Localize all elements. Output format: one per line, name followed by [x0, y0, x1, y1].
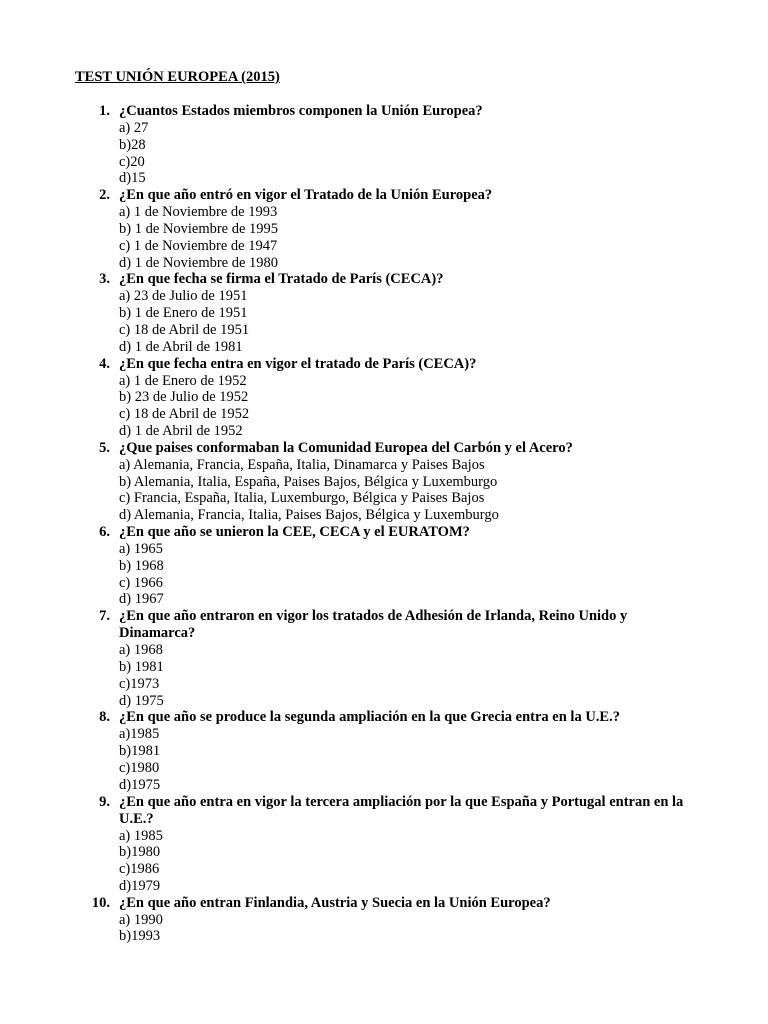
- answer-option: a) 1990: [119, 911, 163, 928]
- answer-option: c)1986: [119, 861, 160, 878]
- question-4: [0, 356, 768, 440]
- answer-options: [119, 373, 768, 440]
- question-10: [0, 895, 768, 946]
- question-number: 6.: [99, 523, 110, 540]
- answer-option: d) Alemania, Francia, Italia, Paises Bajos, Bélgica y Luxemburgo: [119, 507, 499, 524]
- answer-option: c) 1966: [119, 574, 163, 591]
- answer-option: b) 1 de Noviembre de 1995: [119, 220, 279, 237]
- answer-option: d) 1 de Noviembre de 1980: [119, 254, 279, 271]
- question-6: [0, 524, 768, 608]
- question-text: ¿Cuantos Estados miembros componen la Unión Europea?: [119, 103, 483, 119]
- question-2: [0, 187, 768, 271]
- answer-options: [119, 912, 768, 946]
- answer-options: [119, 457, 768, 524]
- question-number: 9.: [99, 793, 110, 810]
- question-number: 10.: [91, 894, 110, 911]
- answer-option: d)15: [119, 170, 146, 187]
- answer-option: d) 1 de Abril de 1981: [119, 338, 243, 355]
- answer-option: b) 23 de Julio de 1952: [119, 389, 249, 406]
- answer-option: a) Alemania, Francia, España, Italia, Dinamarca y Paises Bajos: [119, 456, 485, 473]
- answer-option: d)1975: [119, 776, 161, 793]
- answer-option: a) 1 de Enero de 1952: [119, 372, 247, 389]
- answer-option: b) 1968: [119, 557, 164, 574]
- question-number: 3.: [99, 271, 110, 288]
- answer-option: c)1973: [119, 675, 160, 692]
- answer-options: [119, 726, 768, 793]
- answer-option: a) 1965: [119, 540, 163, 557]
- answer-option: d) 1967: [119, 591, 164, 608]
- question-text: ¿En que año entró en vigor el Tratado de la Unión Europea?: [119, 187, 493, 204]
- answer-option: d)1979: [119, 877, 161, 894]
- answer-option: b)1981: [119, 743, 161, 760]
- answer-option: a) 1968: [119, 642, 163, 659]
- answer-option: c)1980: [119, 759, 160, 776]
- answer-option: c)20: [119, 153, 145, 170]
- question-number: 1.: [99, 103, 110, 119]
- question-text: ¿En que fecha se firma el Tratado de París (CECA)?: [119, 271, 444, 288]
- question-text: ¿En que año se unieron la CEE, CECA y el EURATOM?: [119, 523, 470, 540]
- answer-option: b) Alemania, Italia, España, Paises Bajos, Bélgica y Luxemburgo: [119, 473, 498, 490]
- question-7: [0, 608, 768, 709]
- question-9: [0, 794, 768, 895]
- answer-option: b)28: [119, 136, 146, 153]
- question-text: ¿En que año entraron en vigor los tratados de Adhesión de Irlanda, Reino Unido y Dinamarca?: [119, 608, 628, 642]
- question-number: 2.: [99, 187, 110, 204]
- question-number: 7.: [99, 608, 110, 625]
- question-number: 8.: [99, 709, 110, 726]
- answer-option: c) 18 de Abril de 1951: [119, 321, 250, 338]
- answer-option: a)1985: [119, 726, 160, 743]
- answer-option: c) 1 de Noviembre de 1947: [119, 237, 278, 254]
- answer-options: [119, 288, 768, 355]
- answer-option: b) 1981: [119, 658, 164, 675]
- answer-option: d) 1 de Abril de 1952: [119, 422, 243, 439]
- question-text: ¿En que año se produce la segunda ampliación en la que Grecia entra en la U.E.?: [119, 709, 620, 726]
- answer-option: a) 23 de Julio de 1951: [119, 288, 248, 305]
- answer-options: [119, 828, 768, 895]
- question-text: ¿En que año entra en vigor la tercera ampliación por la que España y Portugal entran en la U.E.?: [119, 793, 684, 827]
- question-3: [0, 271, 768, 355]
- answer-options: [119, 120, 768, 187]
- answer-option: b)1980: [119, 844, 161, 861]
- question-1: [0, 103, 768, 187]
- document-title: TEST UNIÓN EUROPEA (2015): [75, 69, 280, 85]
- answer-options: [119, 541, 768, 608]
- question-number: 5.: [99, 439, 110, 456]
- question-text: ¿En que fecha entra en vigor el tratado de París (CECA)?: [119, 355, 477, 372]
- question-8: [0, 709, 768, 793]
- question-number: 4.: [99, 355, 110, 372]
- question-list: [0, 103, 768, 945]
- answer-option: a) 27: [119, 120, 149, 136]
- answer-options: [119, 204, 768, 271]
- answer-option: a) 1 de Noviembre de 1993: [119, 204, 278, 221]
- answer-option: c) Francia, España, Italia, Luxemburgo, Bélgica y Paises Bajos: [119, 490, 485, 507]
- answer-option: b)1993: [119, 928, 161, 945]
- question-text: ¿En que año entran Finlandia, Austria y Suecia en la Unión Europea?: [119, 894, 551, 911]
- answer-option: b) 1 de Enero de 1951: [119, 305, 248, 322]
- question-5: [0, 440, 768, 524]
- answer-option: c) 18 de Abril de 1952: [119, 406, 250, 423]
- answer-option: a) 1985: [119, 827, 163, 844]
- answer-options: [119, 642, 768, 709]
- question-text: ¿Que paises conformaban la Comunidad Europea del Carbón y el Acero?: [119, 439, 573, 456]
- answer-option: d) 1975: [119, 692, 164, 709]
